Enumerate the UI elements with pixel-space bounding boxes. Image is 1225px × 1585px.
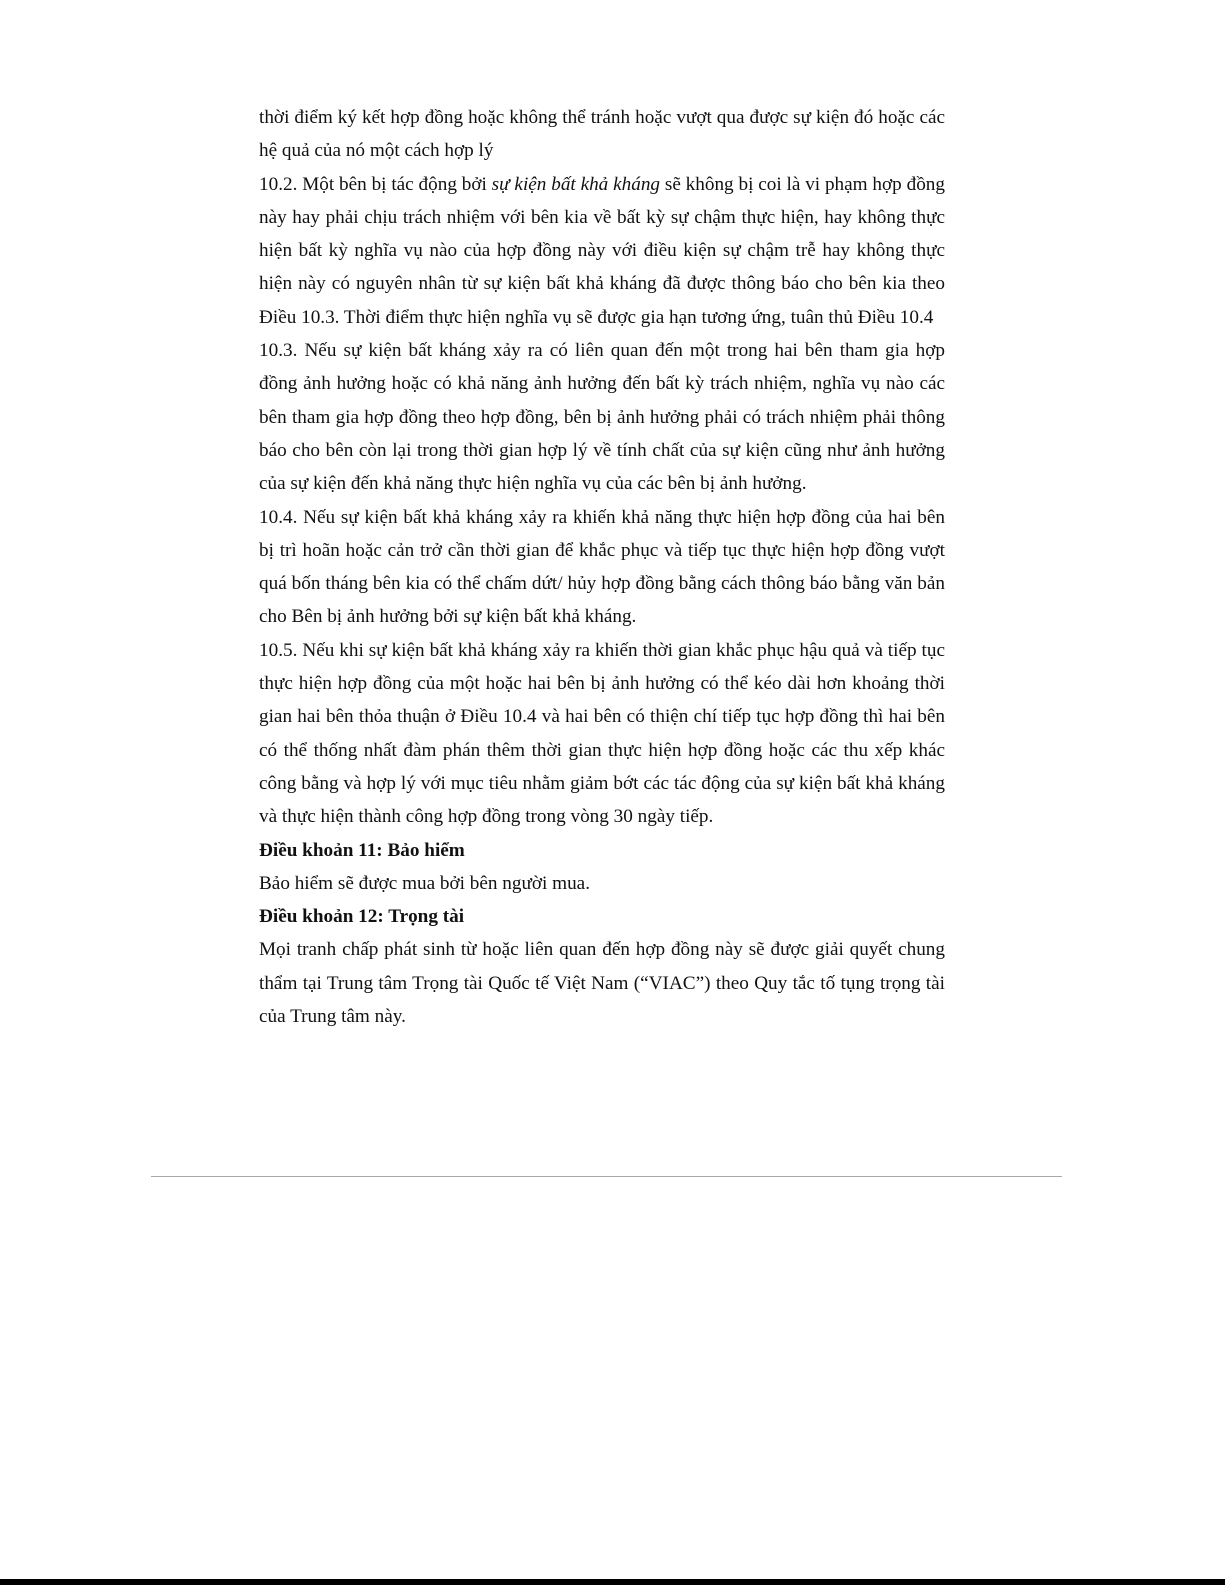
article-11-body: Bảo hiểm sẽ được mua bởi bên người mua. [259,872,590,894]
page-bottom-edge [0,1579,1225,1585]
paragraph-continued: thời điểm ký kết hợp đồng hoặc không thể tránh hoặc vượt qua được sự kiện đó hoặc các hệ quả của nó một cách hợp lý [259,107,945,162]
clause-10-2-emphasis: sự kiện bất khả kháng [491,173,661,195]
clause-10-4: 10.4. Nếu sự kiện bất khả kháng xảy ra khiến khả năng thực hiện hợp đồng của hai bên bị trì hoãn hoặc cản trở cần thời gian để khắc phục và tiếp tục thực hiện hợp đồng vượt quá bốn tháng bên kia có thể chấm dứt/ hủy hợp đồng bằng cách thông báo bằng văn bản cho Bên bị ảnh hưởng bởi sự kiện bất khả kháng. [259,506,945,628]
clause-10-2-end: sẽ không bị coi là vi phạm hợp đồng này hay phải chịu trách nhiệm với bên kia về bất kỳ sự chậm thực hiện, hay không thực hiện bất kỳ nghĩa vụ nào của hợp đồng này với điều kiện sự chậm trễ hay không thực hiện này có nguyên nhân từ sự kiện bất khả kháng đã được thông báo cho bên kia theo Điều 10.3. Thời điểm thực hiện nghĩa vụ sẽ được gia hạn tương ứng, tuân thủ Điều 10.4 [259,173,945,328]
clause-10-2 [259,168,945,334]
clause-10-2-start: 10.2. Một bên bị tác động bởi [259,173,492,195]
article-12-heading: Điều khoản 12: Trọng tài [259,906,465,928]
document-body [259,101,945,1033]
article-11-heading: Điều khoản 11: Bảo hiểm [259,839,465,861]
footer-divider [151,1176,1062,1177]
article-12-body: Mọi tranh chấp phát sinh từ hoặc liên quan đến hợp đồng này sẽ được giải quyết chung thẩm tại Trung tâm Trọng tài Quốc tế Việt Nam (“VIAC”) theo Quy tắc tố tụng trọng tài của Trung tâm này. [259,939,945,1028]
clause-10-3: 10.3. Nếu sự kiện bất kháng xảy ra có liên quan đến một trong hai bên tham gia hợp đồng ảnh hưởng hoặc có khả năng ảnh hưởng đến bất kỳ trách nhiệm, nghĩa vụ nào các bên tham gia hợp đồng theo hợp đồng, bên bị ảnh hưởng phải có trách nhiệm phải thông báo cho bên còn lại trong thời gian hợp lý về tính chất của sự kiện cũng như ảnh hưởng của sự kiện đến khả năng thực hiện nghĩa vụ của các bên bị ảnh hưởng. [259,340,945,495]
clause-10-5: 10.5. Nếu khi sự kiện bất khả kháng xảy ra khiến thời gian khắc phục hậu quả và tiếp tục thực hiện hợp đồng của một hoặc hai bên bị ảnh hưởng có thể kéo dài hơn khoảng thời gian hai bên thỏa thuận ở Điều 10.4 và hai bên có thiện chí tiếp tục hợp đồng thì hai bên có thể thống nhất đàm phán thêm thời gian thực hiện hợp đồng hoặc các thu xếp khác công bằng và hợp lý với mục tiêu nhằm giảm bớt các tác động của sự kiện bất khả kháng và thực hiện thành công hợp đồng trong vòng 30 ngày tiếp. [259,639,945,828]
